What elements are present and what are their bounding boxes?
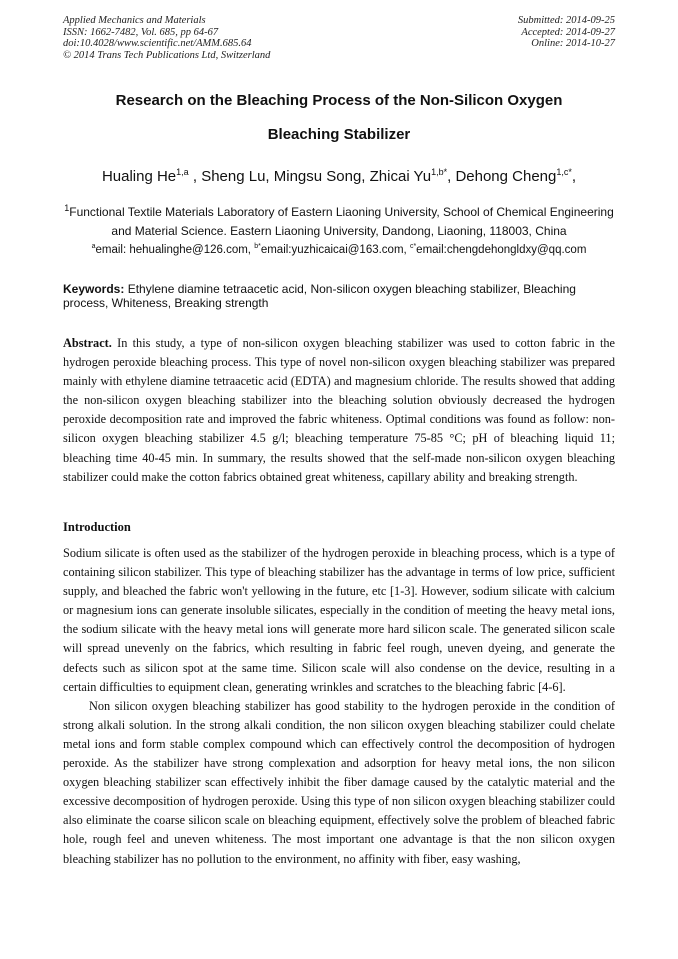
- email-list: [40, 244, 638, 256]
- submitted-date: Submitted: 2014-09-25: [517, 15, 615, 26]
- affiliation-mark: 1: [64, 203, 70, 213]
- paragraph: Non silicon oxygen bleaching stabilizer has good stability to the hydrogen peroxide in the condition of strong alkali solution. In the strong alkali condition, the non silicon oxygen bleaching stabilizer could chelate metal ions and form stable complex compound which can effectively control the decomposition of hydrogen peroxide. As the stabilizer have strong complexation and adsorption for heavy metal ions, the non silicon oxygen bleaching stabilizer scan effectively inhibit the fiber damage caused by the catalytic material and the excessive decomposition of hydrogen peroxide. Using this type of non silicon oxygen bleaching stabilizer could also eliminate the coarse silicon scale on bleaching equipment, effectively solve the problem of bleached fabric hole, rough feel and uneven whiteness. The most important one advantage is that the non silicon oxygen bleaching stabilizer has no pollution to the environment, no affinity with fiber, easy washing,: [63, 698, 615, 866]
- author-name: Hualing He: [101, 168, 177, 185]
- author-affil-mark: 1,a: [176, 167, 189, 177]
- keywords: [63, 282, 615, 310]
- email-mark: a: [91, 243, 96, 251]
- paper-title-line-1: Research on the Bleaching Process of the Non-Silicon Oxygen: [115, 92, 563, 109]
- email-mark: c*: [409, 243, 417, 251]
- abstract-label: Abstract.: [63, 336, 112, 350]
- author-separator: ,: [571, 168, 577, 185]
- author-name: Dehong Cheng: [455, 168, 557, 185]
- accepted-date: Accepted: 2014-09-27: [521, 26, 615, 38]
- issn-line: ISSN: 1662-7482, Vol. 685, pp 64-67: [63, 26, 219, 38]
- author-name: Sheng Lu, Mingsu Song, Zhicai Yu: [201, 168, 432, 185]
- section-heading-introduction: Introduction: [63, 520, 131, 534]
- doi-line: doi:10.4028/www.scientific.net/AMM.685.64: [63, 38, 252, 49]
- affiliation-text: Functional Textile Materials Laboratory of Eastern Liaoning University, School of Chemical Engineering and Material Science. Eastern Liaoning University, Dandong, Liaoning, 118003, China: [69, 205, 614, 238]
- author-list: [40, 168, 638, 185]
- email-mark: b*: [254, 243, 261, 251]
- journal-header-right: [518, 15, 615, 50]
- introduction-body: [63, 544, 615, 869]
- keywords-label: Keywords:: [63, 282, 125, 296]
- abstract: [63, 334, 615, 487]
- author-affil-mark: 1,c*: [556, 167, 572, 177]
- email-link[interactable]: email:yuzhicaicai@163.com,: [260, 244, 410, 256]
- author-separator: ,: [188, 168, 202, 185]
- keywords-text: Ethylene diamine tetraacetic acid, Non-silicon oxygen bleaching stabilizer, Bleaching process, Whiteness, Breaking strength: [63, 282, 576, 310]
- email-link[interactable]: email: hehualinghe@126.com,: [95, 244, 255, 256]
- online-date: Online: 2014-10-27: [531, 38, 615, 49]
- author-affil-mark: 1,b*: [431, 167, 448, 177]
- journal-header-left: [63, 15, 270, 61]
- abstract-text: In this study, a type of non-silicon oxygen bleaching stabilizer was used to cotton fabric in the hydrogen peroxide bleaching process. This type of novel non-silicon oxygen bleaching stabilizer was prepared mainly with ethylene diamine tetraacetic acid (EDTA) and magnesium chloride. The results showed that adding the non-silicon oxygen bleaching stabilizer into the bleaching solution obviously decreased the hydrogen peroxide decomposition rate and improved the fabric whiteness. Optimal conditions was found as follow: non-silicon oxygen bleaching stabilizer 4.5 g/l; bleaching temperature 75-85 °C; pH of bleaching liquid 11; bleaching time 40-45 min. In summary, the results showed that the self-made non-silicon oxygen bleaching stabilizer could make the cotton fabrics obtained great whiteness, capillary ability and breaking strength.: [63, 336, 615, 484]
- affiliation: [63, 203, 615, 241]
- paper-title-line-2: Bleaching Stabilizer: [267, 126, 411, 143]
- copyright-line: © 2014 Trans Tech Publications Ltd, Switzerland: [63, 49, 271, 61]
- author-separator: ,: [447, 168, 456, 185]
- paragraph: Sodium silicate is often used as the stabilizer of the hydrogen peroxide in bleaching process, which is a type of containing silicon stabilizer. This type of bleaching stabilizer has the advantage in terms of low price, sufficient supply, and bleached the fabric won't yellowing in the future, etc [1-3]. However, sodium silicate with calcium or magnesium ions can generate insoluble silicates, especially in the condition of meeting the heavy metal ions, the sodium silicate with the heavy metal ions will generate more hard silicon scale. The generated silicon scale will spread unevenly on the fabrics, which resulting in fabric feel rough, uneven dyeing, and generate the defects such as silicon spot at the same time. Silicon scale will also condense on the device, resulting in a certain difficulties to equipment clean, generating wrinkles and scratches to the bleaching fabric [4-6].: [63, 546, 615, 694]
- journal-name: Applied Mechanics and Materials: [63, 15, 206, 26]
- email-link[interactable]: email:chengdehongldxy@qq.com: [416, 244, 587, 256]
